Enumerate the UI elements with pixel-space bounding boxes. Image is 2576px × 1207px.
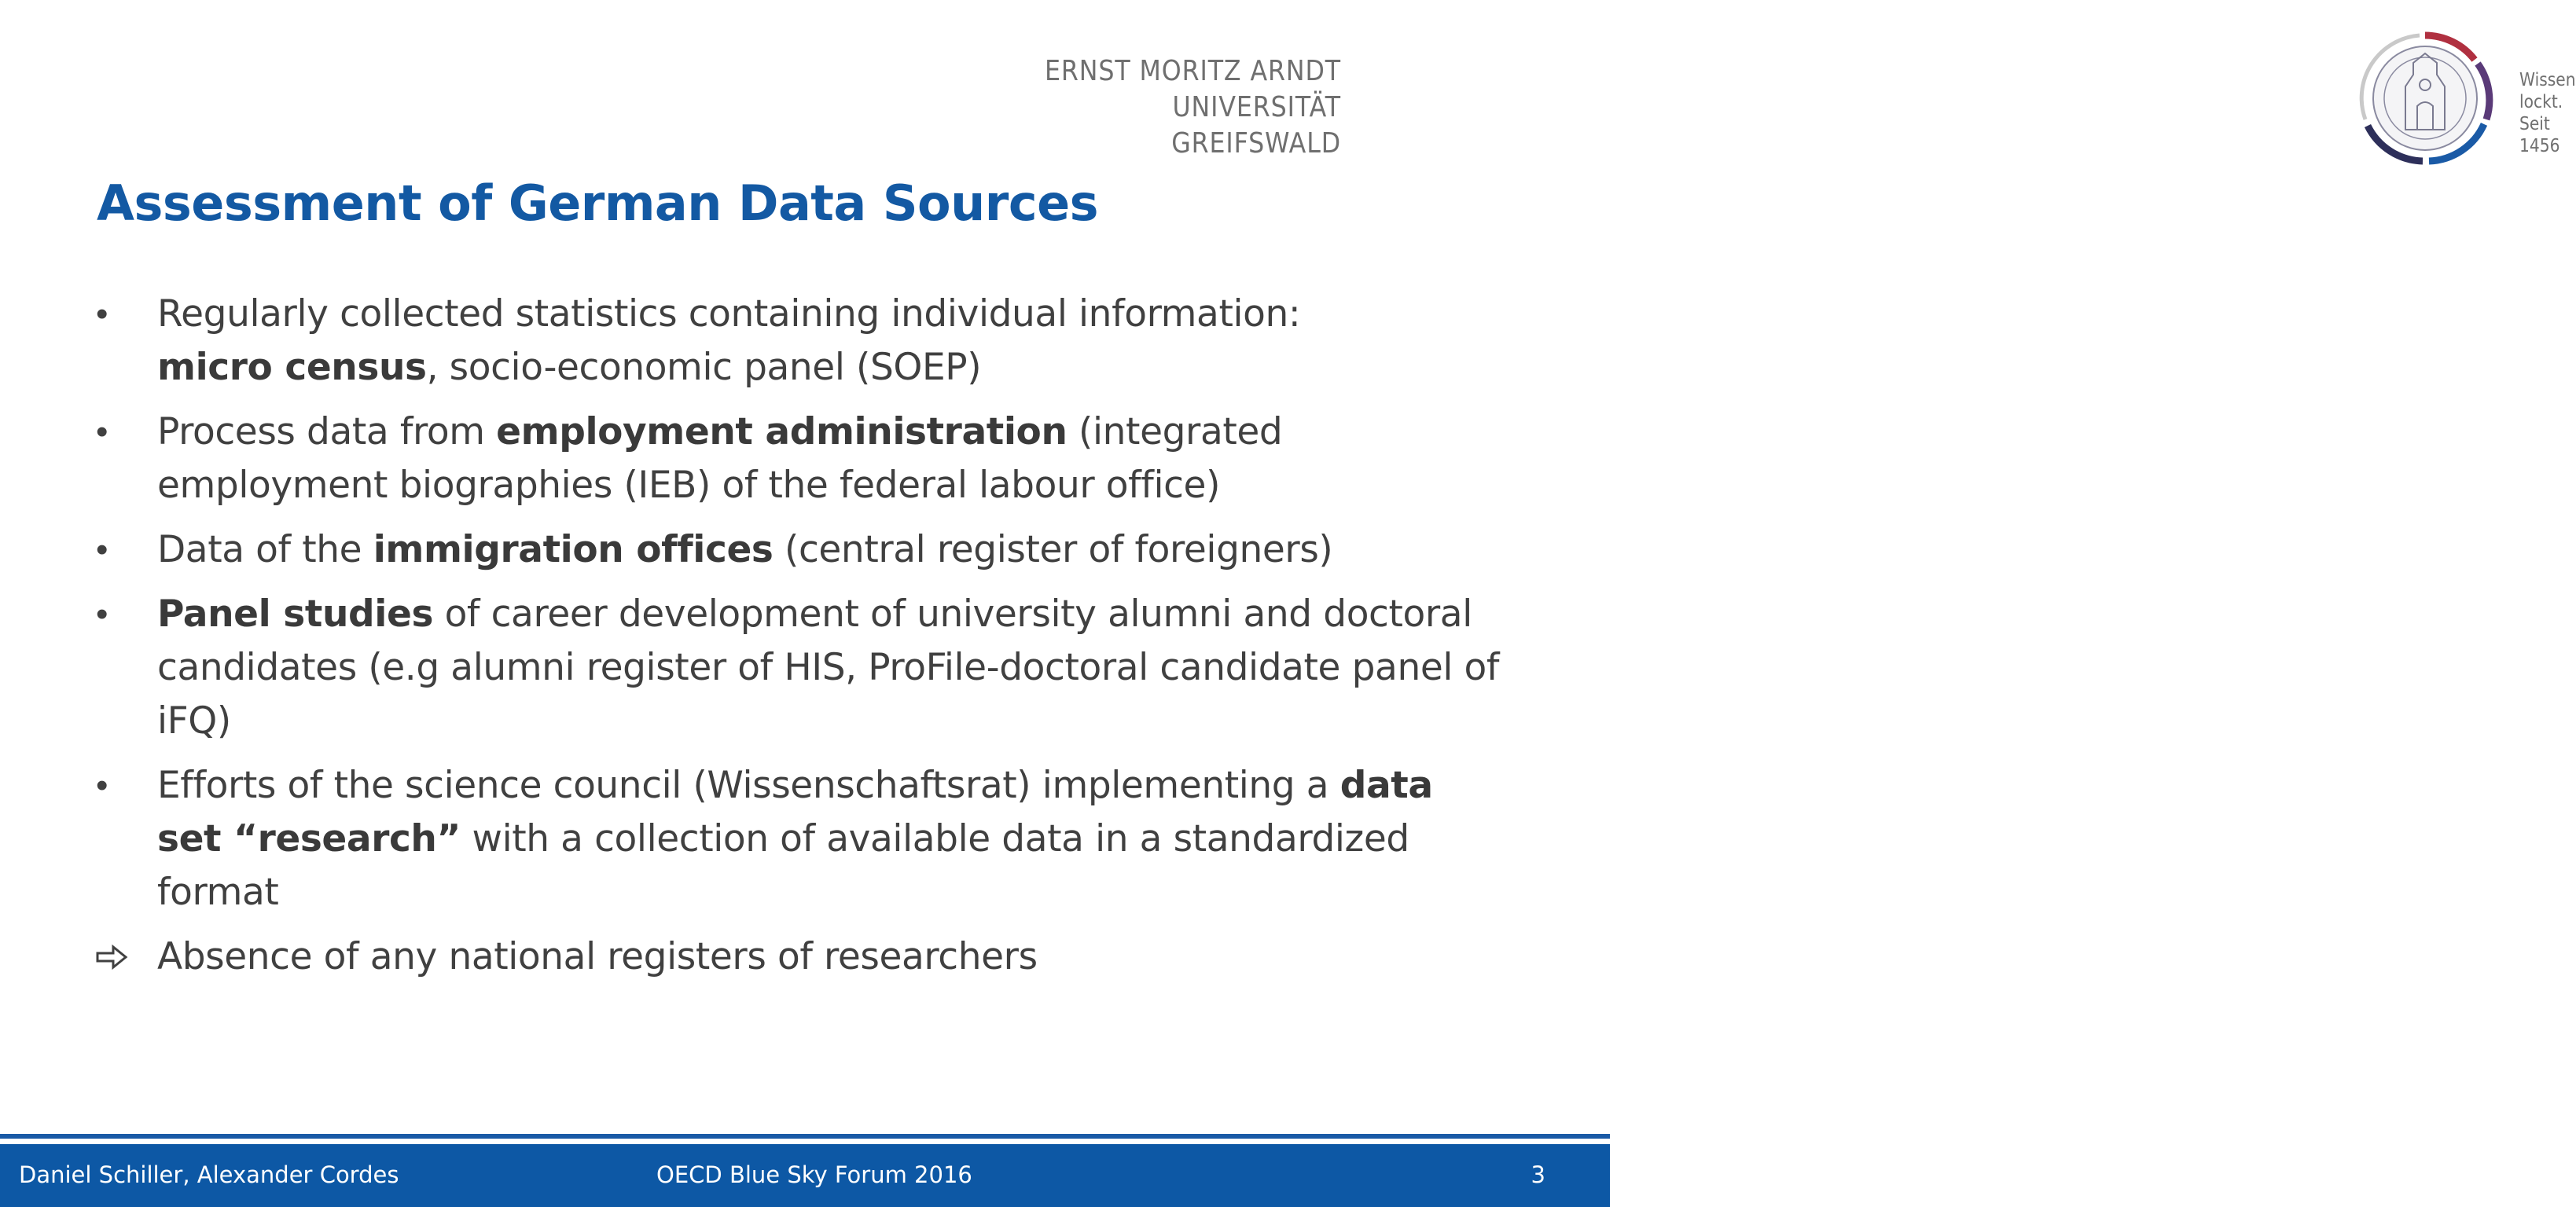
bullet-text-pre: Efforts of the science council (Wissenschaftsrat) implementing a bbox=[157, 764, 1340, 807]
bullet-bold-text: immigration offices bbox=[373, 528, 774, 571]
bullet-text bbox=[157, 588, 1508, 748]
bullet-bold-text: data set “research” bbox=[157, 764, 1433, 860]
footer-divider bbox=[0, 1134, 1610, 1139]
bullet-text-post: (integrated employment biographies (IEB) of the federal labour office) bbox=[157, 410, 1283, 507]
footer-authors: Daniel Schiller, Alexander Cordes bbox=[19, 1161, 399, 1188]
university-logo bbox=[998, 16, 2576, 165]
university-seal-icon bbox=[2358, 31, 2492, 165]
bullet-item-3 bbox=[93, 523, 1508, 577]
page-number: 3 bbox=[1531, 1161, 1545, 1188]
bullet-text-post: (central register of foreigners) bbox=[773, 528, 1333, 571]
bullet-text-pre: Process data from bbox=[157, 410, 497, 453]
bullet-text-post: of career development of university alumni and doctoral candidates (e.g alumni register of HIS, ProFile-doctoral candidate panel of iFQ) bbox=[157, 592, 1500, 743]
slide-title: Assessment of German Data Sources bbox=[97, 174, 1099, 232]
bullet-marker: • bbox=[96, 413, 108, 451]
conclusion-text: Absence of any national registers of researchers bbox=[157, 935, 1038, 978]
university-name bbox=[1039, 53, 1341, 162]
footer-event: OECD Blue Sky Forum 2016 bbox=[656, 1161, 972, 1188]
slogan-line1: Wissen bbox=[2519, 70, 2576, 90]
bullet-text bbox=[157, 759, 1508, 919]
bullet-text bbox=[157, 523, 1508, 577]
bullet-item-5 bbox=[93, 759, 1508, 919]
bullet-marker: • bbox=[96, 295, 108, 333]
bullet-marker: • bbox=[96, 595, 108, 633]
university-name-line1: ERNST MORITZ ARNDT bbox=[1045, 55, 1341, 87]
right-arrow-icon bbox=[93, 930, 157, 985]
footer-bar bbox=[0, 1144, 1610, 1207]
bullet-text bbox=[157, 405, 1508, 512]
bullet-list bbox=[93, 288, 1508, 996]
bullet-text-line: Regularly collected statistics containing individual information: bbox=[157, 292, 1301, 336]
bullet-marker: • bbox=[96, 530, 108, 569]
bullet-bold-text: employment administration bbox=[496, 410, 1068, 453]
bullet-bold-text: micro census bbox=[157, 346, 427, 389]
bullet-item-4 bbox=[93, 588, 1508, 748]
slogan-line2: lockt. bbox=[2519, 92, 2563, 112]
bullet-text-post: with a collection of available data in a standardized format bbox=[157, 817, 1409, 914]
bullet-item-1 bbox=[93, 288, 1508, 394]
bullet-text-pre: Data of the bbox=[157, 528, 373, 571]
bullet-bold-text: Panel studies bbox=[157, 592, 434, 636]
bullet-text-rest: , socio-economic panel (SOEP) bbox=[426, 346, 982, 389]
bullet-item-2 bbox=[93, 405, 1508, 512]
university-slogan bbox=[2519, 69, 2576, 157]
slogan-line3: Seit 1456 bbox=[2519, 114, 2560, 156]
bullet-text bbox=[157, 288, 1508, 394]
university-name-line2: UNIVERSITÄT GREIFSWALD bbox=[1171, 91, 1341, 160]
bullet-marker: • bbox=[96, 766, 108, 805]
conclusion-item bbox=[93, 930, 1508, 985]
